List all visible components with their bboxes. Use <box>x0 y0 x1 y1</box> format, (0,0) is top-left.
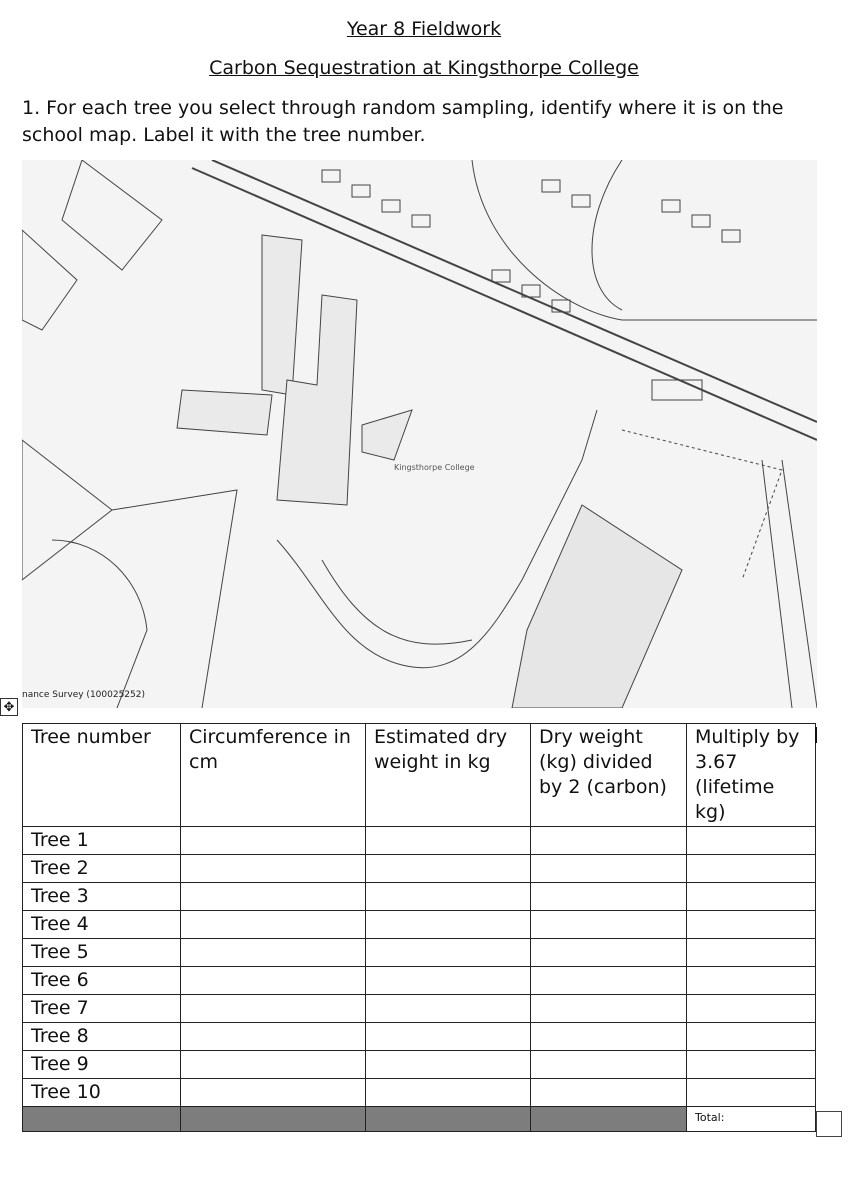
tree-label: Tree 6 <box>23 967 181 995</box>
circumference-cell[interactable] <box>181 1079 366 1107</box>
table-row <box>23 1051 816 1079</box>
circumference-cell[interactable] <box>181 995 366 1023</box>
dry-weight-cell[interactable] <box>366 911 531 939</box>
header-lifetime: Multiply by 3.67 (lifetime kg) <box>687 724 816 827</box>
carbon-cell[interactable] <box>531 855 687 883</box>
carbon-cell[interactable] <box>531 967 687 995</box>
table-row <box>23 939 816 967</box>
header-dry-weight: Estimated dry weight in kg <box>366 724 531 827</box>
circumference-cell[interactable] <box>181 1023 366 1051</box>
lifetime-cell[interactable] <box>687 883 816 911</box>
tree-label: Tree 8 <box>23 1023 181 1051</box>
dry-weight-cell[interactable] <box>366 1023 531 1051</box>
circumference-cell[interactable] <box>181 967 366 995</box>
carbon-cell[interactable] <box>531 883 687 911</box>
text-cursor <box>815 727 817 743</box>
circumference-cell[interactable] <box>181 827 366 855</box>
resize-handle[interactable] <box>816 1111 842 1137</box>
dry-weight-cell[interactable] <box>366 995 531 1023</box>
tree-label: Tree 5 <box>23 939 181 967</box>
header-carbon: Dry weight (kg) divided by 2 (carbon) <box>531 724 687 827</box>
shaded-cell <box>531 1107 687 1132</box>
table-row <box>23 883 816 911</box>
tree-label: Tree 10 <box>23 1079 181 1107</box>
lifetime-cell[interactable] <box>687 1079 816 1107</box>
dry-weight-cell[interactable] <box>366 967 531 995</box>
dry-weight-cell[interactable] <box>366 883 531 911</box>
circumference-cell[interactable] <box>181 1051 366 1079</box>
carbon-cell[interactable] <box>531 1051 687 1079</box>
tree-label: Tree 1 <box>23 827 181 855</box>
document-title: Year 8 Fieldwork <box>346 18 502 40</box>
dry-weight-cell[interactable] <box>366 827 531 855</box>
tree-label: Tree 4 <box>23 911 181 939</box>
table-row <box>23 1079 816 1107</box>
school-map <box>22 160 817 708</box>
lifetime-cell[interactable] <box>687 911 816 939</box>
lifetime-cell[interactable] <box>687 1051 816 1079</box>
circumference-cell[interactable] <box>181 855 366 883</box>
carbon-cell[interactable] <box>531 995 687 1023</box>
dry-weight-cell[interactable] <box>366 939 531 967</box>
table-row <box>23 855 816 883</box>
table-row <box>23 827 816 855</box>
tree-data-table <box>22 723 816 1132</box>
circumference-cell[interactable] <box>181 911 366 939</box>
document-subtitle: Carbon Sequestration at Kingsthorpe College <box>209 57 639 79</box>
total-cell[interactable]: Total: <box>687 1107 816 1132</box>
tree-label: Tree 7 <box>23 995 181 1023</box>
table-row <box>23 1023 816 1051</box>
map-drawing <box>22 160 817 708</box>
map-copyright: nance Survey (100025252) <box>22 690 145 700</box>
tree-label: Tree 3 <box>23 883 181 911</box>
circumference-cell[interactable] <box>181 939 366 967</box>
dry-weight-cell[interactable] <box>366 855 531 883</box>
map-college-label: Kingsthorpe College <box>394 463 475 472</box>
table-row <box>23 995 816 1023</box>
header-circumference: Circumference in cm <box>181 724 366 827</box>
lifetime-cell[interactable] <box>687 995 816 1023</box>
lifetime-cell[interactable] <box>687 827 816 855</box>
tree-label: Tree 2 <box>23 855 181 883</box>
shaded-cell <box>23 1107 181 1132</box>
header-tree-number: Tree number <box>23 724 181 827</box>
carbon-cell[interactable] <box>531 1079 687 1107</box>
carbon-cell[interactable] <box>531 911 687 939</box>
move-cross-icon[interactable]: ✥ <box>0 698 18 716</box>
shaded-cell <box>181 1107 366 1132</box>
carbon-cell[interactable] <box>531 827 687 855</box>
carbon-cell[interactable] <box>531 939 687 967</box>
table-total-row <box>23 1107 816 1132</box>
lifetime-cell[interactable] <box>687 939 816 967</box>
dry-weight-cell[interactable] <box>366 1079 531 1107</box>
lifetime-cell[interactable] <box>687 967 816 995</box>
circumference-cell[interactable] <box>181 883 366 911</box>
instruction-text: 1. For each tree you select through random sampling, identify where it is on the school map. Label it with the tree number. <box>22 97 784 146</box>
table-row <box>23 911 816 939</box>
table-row <box>23 967 816 995</box>
lifetime-cell[interactable] <box>687 1023 816 1051</box>
dry-weight-cell[interactable] <box>366 1051 531 1079</box>
tree-label: Tree 9 <box>23 1051 181 1079</box>
carbon-cell[interactable] <box>531 1023 687 1051</box>
lifetime-cell[interactable] <box>687 855 816 883</box>
shaded-cell <box>366 1107 531 1132</box>
table-header-row <box>23 724 816 827</box>
